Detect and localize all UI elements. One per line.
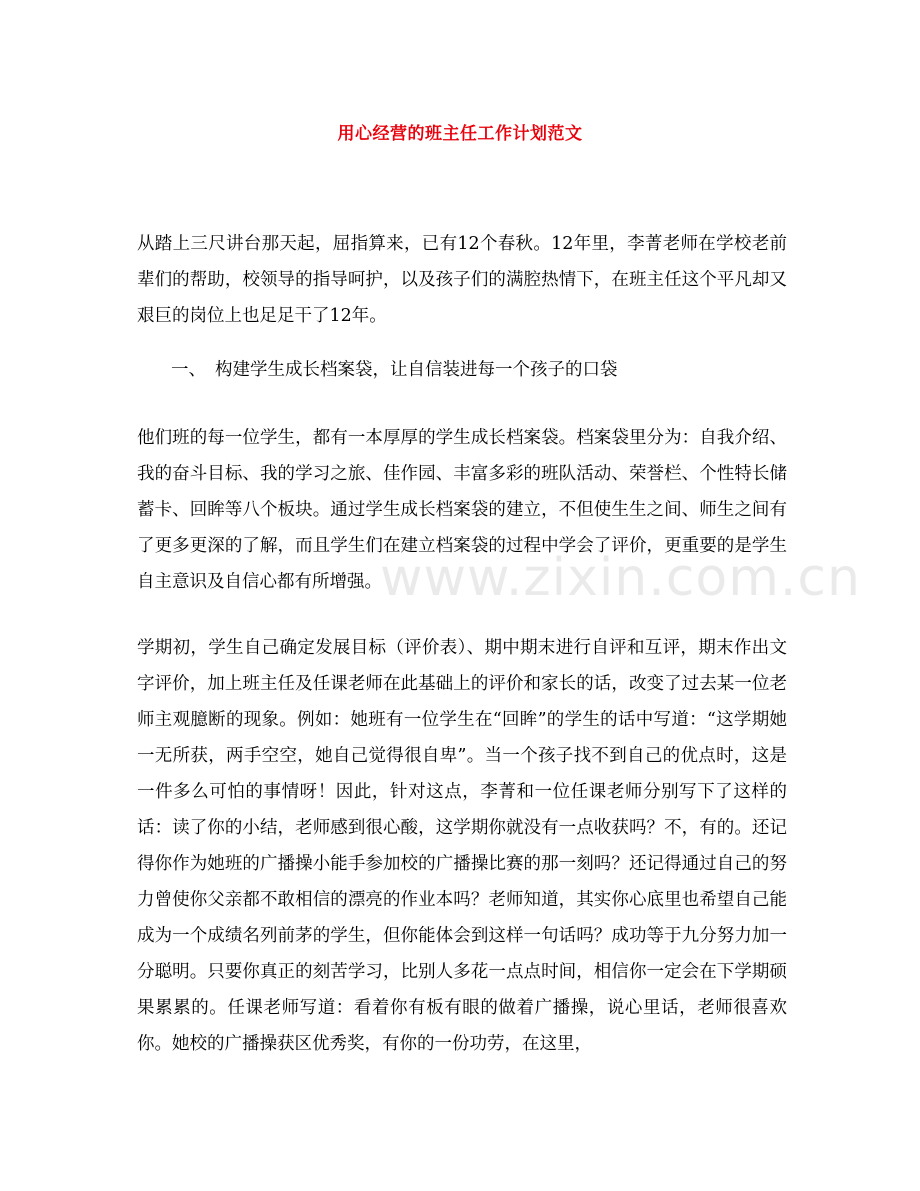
section-heading xyxy=(171,352,618,388)
document-title: 用心经营的班主任工作计划范文 xyxy=(337,124,583,144)
section-number: 一、 xyxy=(171,360,206,380)
body-paragraph: 他们班的每一位学生，都有一本厚厚的学生成长档案袋。档案袋里分为：自我介绍、我的奋斗目标、我的学习之旅、佳作园、丰富多彩的班队活动、荣誉栏、个性特长储蓄卡、回眸等八个板块。通过学生成长档案袋的建立，不但使生生之间、师生之间有了更多更深的了解，而且学生们在建立档案袋的过程中学会了评价，更重要的是学生自主意识及自信心都有所增强。 xyxy=(137,428,787,592)
watermark-text: www.zixin.com.cn xyxy=(380,548,861,608)
section-heading-text: 构建学生成长档案袋，让自信装进每一个孩子的口袋 xyxy=(215,360,618,380)
intro-paragraph: 从踏上三尺讲台那天起，屈指算来，已有12个春秋。12年里，李菁老师在学校老前辈们的帮助，校领导的指导呵护，以及孩子们的满腔热情下，在班主任这个平凡却又艰巨的岗位上也足足干了12年。 xyxy=(137,234,787,326)
body-paragraph: 学期初，学生自己确定发展目标（评价表）、期中期末进行自评和互评，期末作出文字评价，加上班主任及任课老师在此基础上的评价和家长的话，改变了过去某一位老师主观臆断的现象。例如：她班有一位学生在“回眸”的学生的话中写道：“这学期她一无所获，两手空空，她自己觉得很自卑”。当一个孩子找不到自己的优点时，这是一件多么可怕的事情呀！因此，针对这点，李菁和一位任课老师分别写下了这样的话：读了你的小结，老师感到很心酸，这学期你就没有一点收获吗？不，有的。还记得你作为她班的广播操小能手参加校的广播操比赛的那一刻吗？还记得通过自己的努力曾使你父亲都不敢相信的漂亮的作业本吗？老师知道，其实你心底里也希望自己能成为一个成绩名列前茅的学生，但你能体会到这样一句话吗？成功等于九分努力加一分聪明。只要你真正的刻苦学习，比别人多花一点点时间，相信你一定会在下学期硕果累累的。任课老师写道：看着你有板有眼的做着广播操，说心里话，老师很喜欢你。她校的广播操获区优秀奖，有你的一份功劳，在这里， xyxy=(137,638,787,1054)
